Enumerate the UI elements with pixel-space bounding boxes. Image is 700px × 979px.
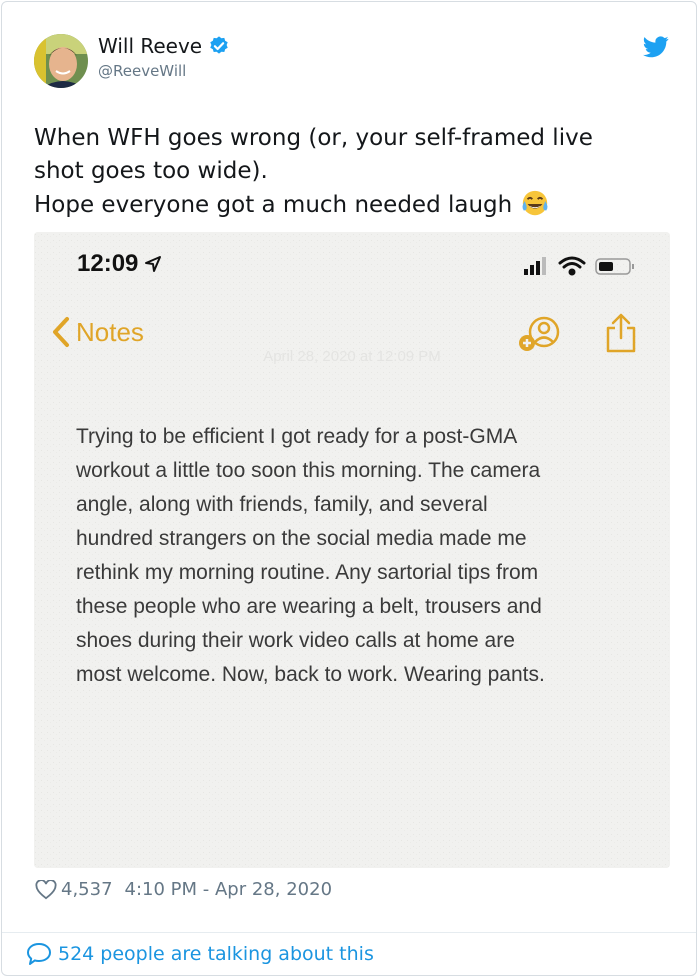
note-line: these people who are wearing a belt, trousers and bbox=[76, 595, 542, 618]
note-line: most welcome. Now, back to work. Wearing pants. bbox=[76, 663, 545, 686]
speech-bubble-icon bbox=[26, 942, 52, 966]
status-time-text: 12:09 bbox=[77, 250, 139, 277]
display-name-text[interactable]: Will Reeve bbox=[98, 34, 203, 58]
like-button[interactable] bbox=[35, 879, 113, 900]
tweet-line: When WFH goes wrong (or, your self-framed live bbox=[34, 125, 593, 151]
signal-icon bbox=[524, 257, 546, 275]
attached-image[interactable] bbox=[34, 232, 670, 868]
tweet-line bbox=[34, 188, 654, 222]
wifi-icon bbox=[560, 258, 584, 274]
tweet-card bbox=[1, 1, 697, 976]
tweet-text bbox=[34, 122, 654, 222]
twitter-bird-icon[interactable] bbox=[643, 36, 669, 58]
tweet-timestamp[interactable]: 4:10 PM - Apr 28, 2020 bbox=[124, 879, 333, 900]
note-body bbox=[76, 420, 636, 692]
status-bar-icons bbox=[522, 254, 642, 278]
location-arrow-icon bbox=[144, 255, 162, 273]
user-handle[interactable]: @ReeveWill bbox=[98, 62, 187, 80]
avatar[interactable] bbox=[34, 34, 88, 88]
notes-back-button[interactable] bbox=[52, 316, 144, 348]
note-line: workout a little too soon this morning. The camera bbox=[76, 459, 541, 482]
conversation-label[interactable]: 524 people are talking about this bbox=[58, 943, 374, 965]
note-line: shoes during their work video calls at home are bbox=[76, 629, 515, 652]
verified-badge-icon bbox=[208, 35, 230, 57]
note-date: April 28, 2020 at 12:09 PM bbox=[263, 348, 441, 365]
note-line: Trying to be efficient I got ready for a post-GMA bbox=[76, 425, 518, 448]
chevron-left-icon bbox=[52, 316, 70, 348]
tweet-line-text: Hope everyone got a much needed laugh bbox=[34, 192, 513, 218]
display-name[interactable] bbox=[98, 34, 230, 58]
note-line: rethink my morning routine. Any sartorial tips from bbox=[76, 561, 539, 584]
tweet-line: shot goes too wide). bbox=[34, 158, 268, 184]
note-line: hundred strangers on the social media made me bbox=[76, 527, 527, 550]
heart-icon bbox=[35, 880, 57, 900]
tweet-meta bbox=[35, 879, 332, 900]
battery-icon bbox=[596, 259, 634, 274]
status-bar-time bbox=[77, 250, 162, 278]
notes-back-label[interactable]: Notes bbox=[76, 316, 144, 347]
divider bbox=[2, 932, 696, 933]
tears-of-joy-emoji-icon bbox=[520, 188, 550, 218]
like-count: 4,537 bbox=[61, 879, 113, 900]
note-line: angle, along with friends, family, and several bbox=[76, 493, 488, 516]
conversation-link[interactable] bbox=[26, 942, 374, 966]
